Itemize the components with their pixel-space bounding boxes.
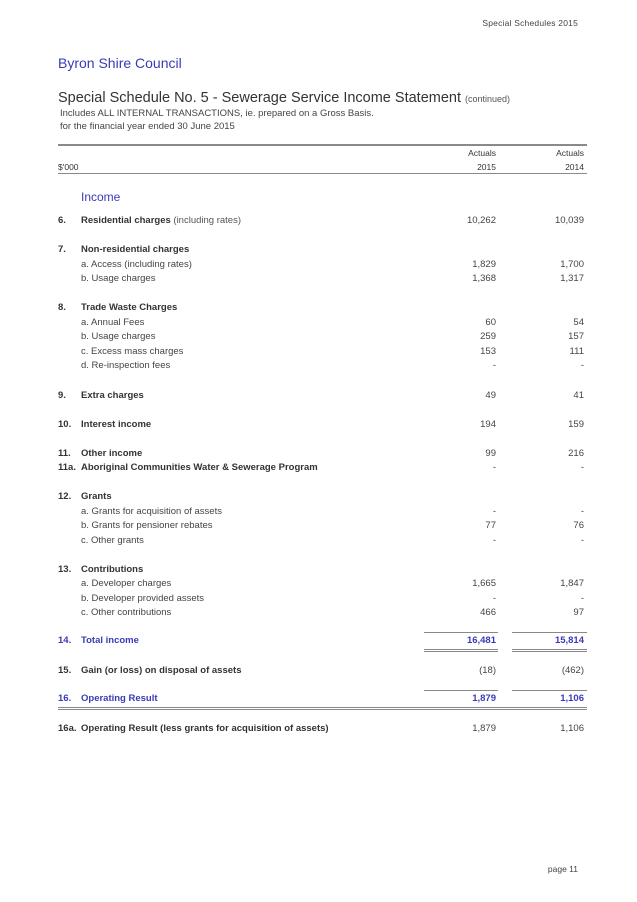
value-2014: - <box>580 506 584 517</box>
total-rule-bottom-2015b <box>424 651 498 652</box>
total-rule-bottom-2014b <box>512 651 587 652</box>
row-label: b. Usage charges <box>81 273 156 284</box>
value-2015: 153 <box>480 346 496 357</box>
schedule-title-text: Special Schedule No. 5 - Sewerage Service Income Statement <box>58 90 461 106</box>
col-2014-year: 2014 <box>565 162 584 172</box>
table-row <box>58 578 587 592</box>
value-2014: - <box>580 360 584 371</box>
col-2015-year: 2015 <box>477 162 496 172</box>
row-label <box>81 448 142 459</box>
schedule-continued: (continued) <box>465 94 511 104</box>
value-2015: 466 <box>480 607 496 618</box>
table-row-total-income <box>58 635 587 649</box>
value-2015: - <box>492 506 496 517</box>
value-2014: 54 <box>573 317 584 328</box>
row-label <box>81 215 241 226</box>
row-number: 16a. <box>58 723 77 734</box>
row-number: 6. <box>58 215 66 226</box>
row-label-main: Trade Waste Charges <box>81 302 178 313</box>
result-rule-top-2014 <box>512 690 587 691</box>
row-number: 7. <box>58 244 66 255</box>
table-row <box>58 506 587 520</box>
total-rule-top-2015 <box>424 632 498 633</box>
row-label-note: (including rates) <box>173 215 241 226</box>
row-label <box>81 665 241 676</box>
value-2015: 194 <box>480 419 496 430</box>
value-2014: 97 <box>573 607 584 618</box>
table-row <box>58 390 587 404</box>
schedule-subtitle-2: for the financial year ended 30 June 2015 <box>60 121 235 132</box>
row-label: Operating Result <box>81 693 158 704</box>
value-2015: 49 <box>485 390 496 401</box>
row-label: Total income <box>81 635 139 646</box>
table-row-operating-result <box>58 693 587 707</box>
table-row <box>58 331 587 345</box>
value-2015: 16,481 <box>466 635 496 646</box>
row-number: 10. <box>58 419 72 430</box>
row-label <box>81 390 144 401</box>
value-2015: 259 <box>480 331 496 342</box>
row-label-main: Interest income <box>81 419 152 430</box>
row-label: c. Excess mass charges <box>81 346 184 357</box>
row-label: b. Grants for pensioner rebates <box>81 520 213 531</box>
table-row <box>58 360 587 374</box>
value-2014: 159 <box>568 419 584 430</box>
row-label: a. Developer charges <box>81 578 172 589</box>
row-label-main: Gain (or loss) on disposal of assets <box>81 665 242 676</box>
result-rule-bottom <box>58 707 587 708</box>
row-number: 13. <box>58 564 72 575</box>
total-rule-bottom-2015 <box>424 649 498 650</box>
row-label-main: Contributions <box>81 564 144 575</box>
row-label <box>81 419 151 430</box>
value-2015: 10,262 <box>466 215 496 226</box>
row-number: 8. <box>58 302 66 313</box>
row-label: c. Other contributions <box>81 607 172 618</box>
row-label-main: Operating Result (less grants for acquisition of assets) <box>81 723 329 734</box>
row-label-main: Extra charges <box>81 390 144 401</box>
section-title-income: Income <box>81 190 121 204</box>
value-2014: - <box>580 462 584 473</box>
table-row <box>58 317 587 331</box>
row-number: 11a. <box>58 462 76 473</box>
table-row <box>58 665 587 679</box>
value-2015: 60 <box>485 317 496 328</box>
value-2014: - <box>580 593 584 604</box>
value-2014: 10,039 <box>554 215 584 226</box>
table-row <box>58 564 587 578</box>
row-label: a. Annual Fees <box>81 317 145 328</box>
row-label <box>81 723 329 734</box>
row-number: 14. <box>58 635 72 646</box>
header-rule-bottom <box>58 173 587 174</box>
value-2014: - <box>580 535 584 546</box>
table-row <box>58 723 587 737</box>
row-number: 9. <box>58 390 66 401</box>
row-number: 11. <box>58 448 71 459</box>
value-2014: (462) <box>561 665 584 676</box>
row-label-main: Other income <box>81 448 143 459</box>
table-row <box>58 259 587 273</box>
table-row <box>58 448 587 462</box>
value-2014: 1,847 <box>560 578 584 589</box>
row-number: 12. <box>58 491 72 502</box>
unit-label: $'000 <box>58 162 79 172</box>
table-row <box>58 535 587 549</box>
value-2015: 1,368 <box>472 273 496 284</box>
row-label: a. Grants for acquisition of assets <box>81 506 222 517</box>
value-2015: 1,879 <box>472 723 496 734</box>
table-row <box>58 302 587 316</box>
page-number: page 11 <box>547 864 578 874</box>
row-label-main: Residential charges <box>81 215 171 226</box>
schedule-subtitle-1: Includes ALL INTERNAL TRANSACTIONS, ie. prepared on a Gross Basis. <box>60 108 374 119</box>
row-label-main: Non-residential charges <box>81 244 190 255</box>
col-2015-top: Actuals <box>468 148 496 158</box>
value-2015: - <box>492 535 496 546</box>
value-2014: 111 <box>569 346 584 357</box>
table-row <box>58 419 587 433</box>
value-2014: 1,106 <box>560 723 584 734</box>
council-name: Byron Shire Council <box>58 55 182 71</box>
row-number: 15. <box>58 665 72 676</box>
value-2015: 1,665 <box>472 578 496 589</box>
row-label <box>81 244 189 255</box>
value-2014: 41 <box>573 390 584 401</box>
value-2015: 99 <box>485 448 496 459</box>
row-label: b. Developer provided assets <box>81 593 205 604</box>
row-label: c. Other grants <box>81 535 144 546</box>
header-right-text: Special Schedules 2015 <box>482 18 578 28</box>
row-label: d. Re-inspection fees <box>81 360 171 371</box>
table-row <box>58 607 587 621</box>
row-number: 16. <box>58 693 72 704</box>
value-2014: 1,700 <box>560 259 584 270</box>
row-label <box>81 462 318 473</box>
value-2014: 1,106 <box>560 693 584 704</box>
value-2014: 157 <box>568 331 584 342</box>
value-2014: 76 <box>573 520 584 531</box>
value-2015: - <box>492 593 496 604</box>
value-2014: 15,814 <box>554 635 584 646</box>
value-2014: 1,317 <box>560 273 584 284</box>
header-rule-top <box>58 144 587 146</box>
row-label-main: Aboriginal Communities Water & Sewerage Program <box>81 462 318 473</box>
table-row <box>58 244 587 258</box>
row-label <box>81 302 177 313</box>
table-row <box>58 215 587 229</box>
value-2015: 1,829 <box>472 259 496 270</box>
value-2015: 77 <box>485 520 496 531</box>
value-2015: 1,879 <box>472 693 496 704</box>
total-rule-bottom-2014 <box>512 649 587 650</box>
table-row <box>58 491 587 505</box>
total-rule-top-2014 <box>512 632 587 633</box>
table-row <box>58 346 587 360</box>
row-label <box>81 564 143 575</box>
result-rule-bottom-b <box>58 709 587 710</box>
row-label: b. Usage charges <box>81 331 156 342</box>
value-2015: - <box>492 360 496 371</box>
table-row <box>58 520 587 534</box>
value-2014: 216 <box>568 448 584 459</box>
result-rule-top-2015 <box>424 690 498 691</box>
row-label: a. Access (including rates) <box>81 259 192 270</box>
value-2015: - <box>492 462 496 473</box>
table-row <box>58 593 587 607</box>
table-row <box>58 273 587 287</box>
col-2014-top: Actuals <box>556 148 584 158</box>
schedule-title <box>58 90 510 106</box>
value-2015: (18) <box>479 665 496 676</box>
row-label <box>81 491 112 502</box>
table-row <box>58 462 587 476</box>
row-label-main: Grants <box>81 491 112 502</box>
